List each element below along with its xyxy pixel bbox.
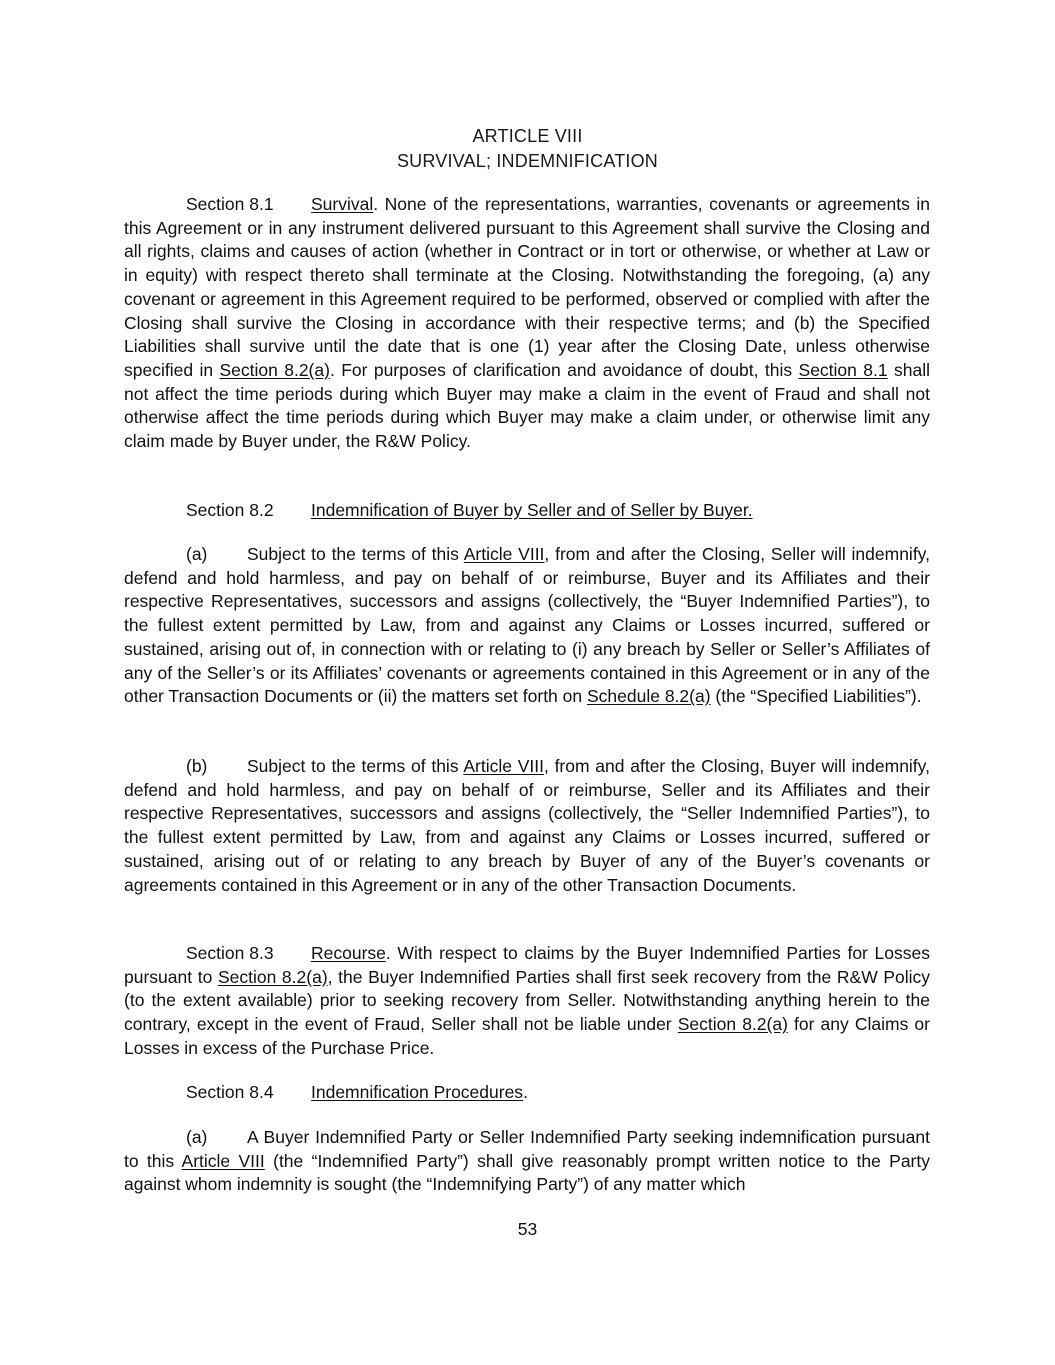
section-8-4a-paragraph: [124, 1126, 930, 1197]
section-8-1-text-2: . For purposes of clarification and avoidance of doubt, this: [329, 359, 799, 380]
section-8-4a-text-2: (the “Indemnified Party”) shall give reasonably prompt written notice to the Party against whom indemnity is sought (the “Indemnifying Party”) of any matter which: [124, 1150, 930, 1195]
section-8-2-number: Section 8.2: [186, 500, 274, 520]
section-8-4a-text-1: A Buyer Indemnified Party or Seller Indemnified Party seeking indemnification pursuant to this: [124, 1127, 930, 1171]
section-8-4-title-end: .: [523, 1082, 528, 1102]
section-8-2b-label: (b): [186, 756, 208, 776]
section-8-2a-text-2: , from and after the Closing, Seller will indemnify, defend and hold harmless, and pay on behalf of or reimburse, Buyer and its Affiliates and their respective Representatives, successors and assigns (collectively, the “Buyer Indemnified Parties”), to the fullest extent permitted by Law, from and against any Claims or Losses incurred, suffered or sustained, arising out of, in connection with or relating to (i) any breach by Seller or Seller’s Affiliates of any of the Seller’s or its Affiliates’ covenants or agreements contained in this Agreement or in any of the other Transaction Documents or (ii) the matters set forth on: [124, 544, 930, 707]
section-8-3-number: Section 8.3: [186, 943, 274, 963]
section-8-1-text-3: shall not affect the time periods during which Buyer may make a claim in the event of Fraud and shall not otherwise affect the time periods during which Buyer may make a claim under, or otherwise limit any claim made by Buyer under, the R&W Policy.: [124, 359, 931, 452]
section-8-2b-text-1: Subject to the terms of this: [247, 756, 464, 776]
section-8-3-text-2: , the Buyer Indemnified Parties shall first seek recovery from the R&W Policy (to the extent available) prior to seeking recovery from Seller. Notwithstanding anything herein to the contrary, except in the event of Fraud, Seller shall not be liable under: [124, 966, 931, 1035]
section-8-2a-ref-schedule-8-2a[interactable]: Schedule 8.2(a): [586, 686, 711, 707]
section-8-2b-text-2: , from and after the Closing, Buyer will indemnify, defend and hold harmless, and pay on behalf of or reimburse, Seller and its Affiliates and their respective Representatives, successors and assigns (collectively, the “Seller Indemnified Parties”), to the fullest extent permitted by Law, from and against any Claims or Losses incurred, suffered or sustained, arising out of or relating to any breach by Buyer of any of the Buyer’s covenants or agreements contained in this Agreement or in any of the other Transaction Documents.: [124, 756, 930, 895]
section-8-3-paragraph: [124, 942, 930, 1061]
section-8-2a-text-1: Subject to the terms of this: [247, 544, 464, 564]
section-8-4a-label: (a): [186, 1127, 208, 1147]
article-title: ARTICLE VIII: [472, 126, 583, 146]
section-8-3-text-3: for any Claims or Losses in excess of the Purchase Price.: [124, 1014, 930, 1058]
section-8-1-text-1: . None of the representations, warranties, covenants or agreements in this Agreement or in any instrument delivered pursuant to this Agreement shall survive the Closing and all rights, claims and causes of action (whether in Contract or in tort or otherwise, or whether at Law or in equity) with respect thereto shall terminate at the Closing. Notwithstanding the foregoing, (a) any covenant or agreement in this Agreement required to be performed, observed or complied with after the Closing shall survive the Closing in accordance with their respective terms; and (b) the Specified Liabilities shall survive until the date that is one (1) year after the Closing Date, unless otherwise specified in: [124, 194, 930, 380]
section-8-3-title: Recourse: [311, 943, 386, 963]
section-8-2-heading: [124, 499, 930, 523]
section-8-2a-ref-article-viii[interactable]: Article VIII: [463, 544, 545, 564]
section-8-2b-paragraph: [124, 755, 930, 897]
section-8-2a-paragraph: [124, 543, 930, 709]
section-8-2b-ref-article-viii[interactable]: Article VIII: [463, 756, 544, 776]
section-8-3-text-1: . With respect to claims by the Buyer Indemnified Parties for Losses pursuant to: [124, 943, 930, 987]
section-8-1-ref-section-8-2a[interactable]: Section 8.2(a): [219, 359, 330, 380]
section-8-1-ref-section-8-1[interactable]: Section 8.1: [798, 359, 888, 380]
page-number: 53: [517, 1219, 538, 1239]
section-8-1-title: Survival: [311, 194, 374, 214]
section-8-4-number: Section 8.4: [186, 1082, 274, 1102]
section-8-3-ref-section-8-2a-2[interactable]: Section 8.2(a): [677, 1014, 788, 1035]
section-8-2-title: Indemnification of Buyer by Seller and of Seller by Buyer.: [311, 500, 753, 520]
section-8-1-paragraph: [124, 193, 930, 454]
section-8-3-ref-section-8-2a[interactable]: Section 8.2(a): [217, 966, 328, 987]
section-8-4-title: Indemnification Procedures: [311, 1082, 524, 1102]
article-subtitle: SURVIVAL; INDEMNIFICATION: [396, 151, 659, 171]
section-8-2a-text-3: (the “Specified Liabilities”).: [710, 686, 922, 707]
section-8-2a-label: (a): [186, 544, 208, 564]
section-8-1-number: Section 8.1: [186, 194, 274, 214]
section-8-4a-ref-article-viii[interactable]: Article VIII: [181, 1150, 265, 1171]
section-8-4-heading: [124, 1081, 930, 1105]
